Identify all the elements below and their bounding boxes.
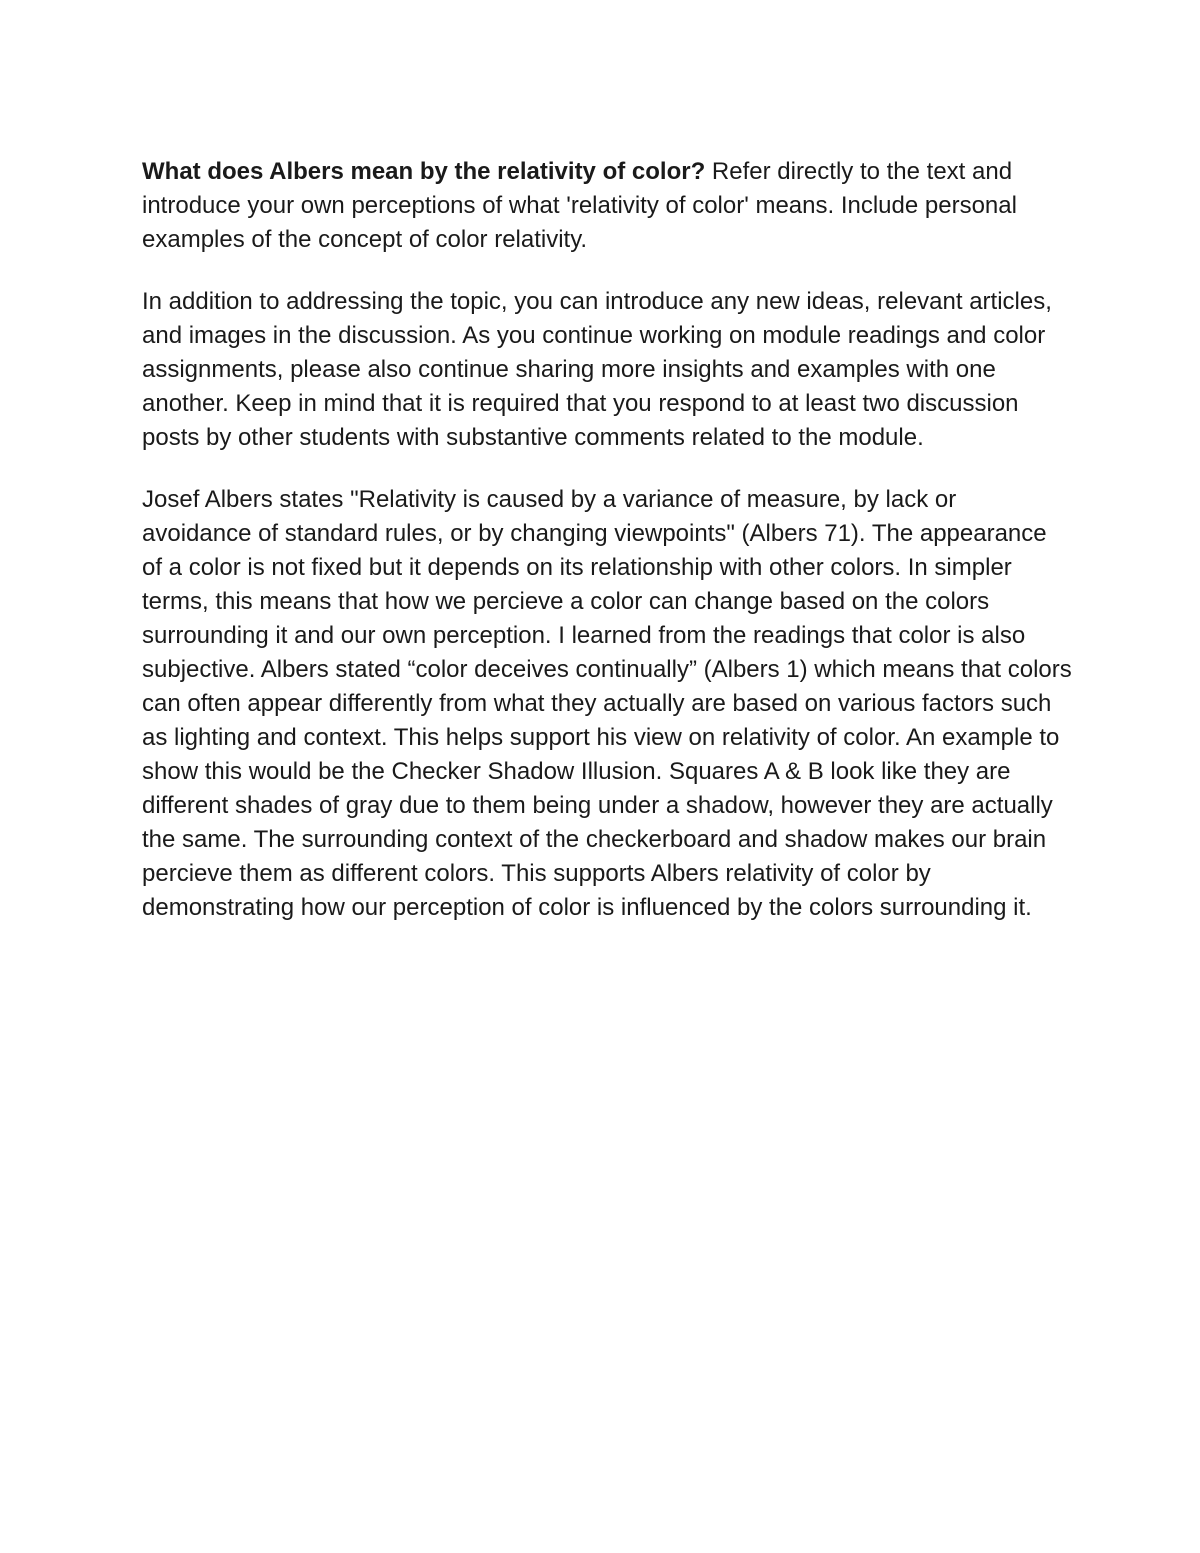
question-prompt: What does Albers mean by the relativity of color?: [142, 158, 706, 185]
question-paragraph: [142, 155, 1072, 257]
question-instructions: Refer directly to the text and introduce your own perceptions of what 'relativity of color' means. Include personal examples of the concept of color relativity.: [142, 158, 1017, 253]
instructions-paragraph: In addition to addressing the topic, you can introduce any new ideas, relevant articles, and images in the discussion. As you continue working on module readings and color assignments, please also continue sharing more insights and examples with one another. Keep in mind that it is required that you respond to at least two discussion posts by other students with substantive comments related to the module.: [142, 288, 1052, 451]
document-body: [142, 155, 1072, 953]
response-paragraph: Josef Albers states "Relativity is caused by a variance of measure, by lack or avoidance of standard rules, or by changing viewpoints" (Albers 71). The appearance of a color is not fixed but it depends on its relationship with other colors. In simpler terms, this means that how we percieve a color can change based on the colors surrounding it and our own perception. I learned from the readings that color is also subjective. Albers stated “color deceives continually” (Albers 1) which means that colors can often appear differently from what they actually are based on various factors such as lighting and context. This helps support his view on relativity of color. An example to show this would be the Checker Shadow Illusion. Squares A & B look like they are different shades of gray due to them being under a shadow, however they are actually the same. The surrounding context of the checkerboard and shadow makes our brain percieve them as different colors. This supports Albers relativity of color by demonstrating how our perception of color is influenced by the colors surrounding it.: [142, 486, 1072, 921]
